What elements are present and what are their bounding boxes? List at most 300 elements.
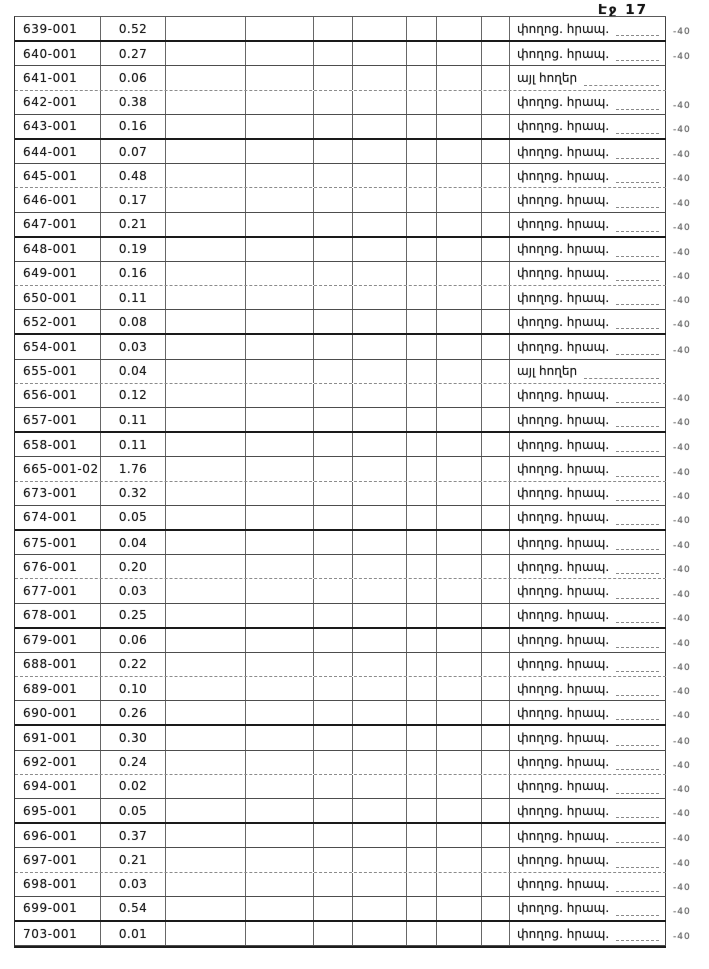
table-row — [15, 17, 691, 42]
land-use-label: փողոց. հրապ. — [517, 803, 610, 818]
empty-cell — [246, 848, 314, 871]
dotted-leader-line — [616, 524, 659, 525]
empty-cell — [482, 775, 510, 798]
empty-cell — [166, 629, 246, 652]
table-row — [15, 384, 691, 408]
parcel-code-cell: 678-001 — [15, 604, 101, 627]
empty-cell — [407, 775, 437, 798]
area-value-cell: 0.19 — [101, 238, 166, 261]
parcel-code-cell: 691-001 — [15, 726, 101, 749]
empty-cell — [437, 531, 482, 554]
area-value-cell: 0.02 — [101, 775, 166, 798]
empty-cell — [353, 140, 407, 163]
parcel-code-cell: 640-001 — [15, 42, 101, 65]
empty-cell — [482, 384, 510, 407]
table-row — [15, 408, 691, 433]
land-use-cell — [510, 384, 666, 407]
land-use-cell — [510, 482, 666, 505]
empty-cell — [482, 164, 510, 187]
empty-cell — [353, 482, 407, 505]
empty-cell — [353, 42, 407, 65]
empty-cell — [314, 17, 353, 40]
empty-cell — [246, 457, 314, 480]
empty-cell — [166, 262, 246, 285]
parcel-code-cell: 696-001 — [15, 824, 101, 847]
empty-cell — [246, 17, 314, 40]
area-value-cell: 0.03 — [101, 579, 166, 602]
empty-cell — [246, 360, 314, 383]
empty-cell — [482, 335, 510, 358]
land-use-label: փողոց. հրապ. — [517, 168, 610, 183]
empty-cell — [314, 238, 353, 261]
parcel-code-cell: 699-001 — [15, 897, 101, 920]
empty-cell — [166, 848, 246, 871]
table-row — [15, 482, 691, 506]
empty-cell — [314, 213, 353, 236]
dotted-leader-line — [616, 109, 659, 110]
empty-cell — [482, 677, 510, 700]
empty-cell — [166, 799, 246, 822]
dotted-leader-line — [616, 60, 659, 61]
land-use-label: փողոց. հրապ. — [517, 95, 610, 110]
empty-cell — [407, 579, 437, 602]
page-number: Էջ 17 — [598, 2, 649, 18]
empty-cell — [353, 579, 407, 602]
empty-cell — [353, 164, 407, 187]
empty-cell — [246, 164, 314, 187]
empty-cell — [407, 360, 437, 383]
empty-cell — [353, 433, 407, 456]
parcel-code-cell: 649-001 — [15, 262, 101, 285]
empty-cell — [314, 897, 353, 920]
margin-note: -40 — [673, 150, 691, 161]
area-value-cell: 0.48 — [101, 164, 166, 187]
empty-cell — [166, 384, 246, 407]
area-value-cell: 0.38 — [101, 91, 166, 114]
parcel-code-cell: 675-001 — [15, 531, 101, 554]
land-use-label: այլ հողեր — [517, 70, 578, 85]
land-use-cell — [510, 873, 666, 896]
margin-note: -40 — [673, 906, 691, 917]
area-value-cell: 0.05 — [101, 799, 166, 822]
land-use-cell — [510, 531, 666, 554]
parcel-code-cell: 648-001 — [15, 238, 101, 261]
empty-cell — [314, 751, 353, 774]
land-use-label: փողոց. հրապ. — [517, 705, 610, 720]
parcel-code-cell: 703-001 — [15, 922, 101, 945]
dotted-leader-line — [616, 647, 659, 648]
margin-note: -40 — [673, 443, 691, 454]
empty-cell — [314, 653, 353, 676]
empty-cell — [166, 360, 246, 383]
parcel-code-cell: 665-001-02 — [15, 457, 101, 480]
table-row — [15, 799, 691, 824]
area-value-cell: 0.11 — [101, 286, 166, 309]
empty-cell — [482, 310, 510, 333]
table-row — [15, 873, 691, 897]
land-use-label: փողոց. հրապ. — [517, 314, 610, 329]
dotted-leader-line — [616, 182, 659, 183]
empty-cell — [353, 17, 407, 40]
empty-cell — [437, 310, 482, 333]
table-row — [15, 188, 691, 212]
empty-cell — [246, 115, 314, 138]
empty-cell — [246, 66, 314, 89]
empty-cell — [437, 91, 482, 114]
dotted-leader-line — [616, 280, 659, 281]
land-use-label: փողոց. հրապ. — [517, 412, 610, 427]
margin-note: -40 — [673, 27, 691, 38]
area-value-cell: 0.11 — [101, 408, 166, 431]
area-value-cell: 0.04 — [101, 360, 166, 383]
table-row — [15, 360, 666, 384]
land-use-label: փողոց. հրապ. — [517, 290, 610, 305]
empty-cell — [437, 677, 482, 700]
empty-cell — [166, 91, 246, 114]
margin-note: -40 — [673, 394, 691, 404]
empty-cell — [314, 506, 353, 529]
empty-cell — [482, 360, 510, 383]
dotted-leader-line — [616, 695, 659, 696]
empty-cell — [407, 408, 437, 431]
empty-cell — [166, 604, 246, 627]
land-use-label: փողոց. հրապ. — [517, 852, 610, 867]
parcel-code-cell: 679-001 — [15, 629, 101, 652]
empty-cell — [437, 629, 482, 652]
land-use-label: փողոց. հրապ. — [517, 779, 610, 794]
parcel-code-cell: 690-001 — [15, 701, 101, 724]
area-value-cell: 0.16 — [101, 262, 166, 285]
margin-note: -40 — [673, 467, 691, 478]
empty-cell — [166, 897, 246, 920]
dotted-leader-line — [616, 598, 659, 599]
land-use-cell — [510, 751, 666, 774]
land-use-label: փողոց. հրապ. — [517, 461, 610, 476]
empty-cell — [353, 506, 407, 529]
table-row — [15, 433, 691, 457]
empty-cell — [482, 848, 510, 871]
table-row — [15, 555, 691, 579]
land-use-cell — [510, 164, 666, 187]
empty-cell — [407, 238, 437, 261]
empty-cell — [353, 897, 407, 920]
empty-cell — [482, 433, 510, 456]
empty-cell — [482, 408, 510, 431]
empty-cell — [437, 701, 482, 724]
parcel-code-cell: 647-001 — [15, 213, 101, 236]
empty-cell — [314, 42, 353, 65]
empty-cell — [166, 726, 246, 749]
empty-cell — [482, 629, 510, 652]
empty-cell — [482, 457, 510, 480]
empty-cell — [246, 873, 314, 896]
empty-cell — [407, 115, 437, 138]
empty-cell — [482, 115, 510, 138]
empty-cell — [166, 677, 246, 700]
empty-cell — [166, 17, 246, 40]
empty-cell — [353, 457, 407, 480]
empty-cell — [314, 701, 353, 724]
parcel-code-cell: 697-001 — [15, 848, 101, 871]
empty-cell — [482, 726, 510, 749]
table-row — [15, 701, 691, 726]
empty-cell — [437, 726, 482, 749]
area-value-cell: 0.07 — [101, 140, 166, 163]
dotted-leader-line — [616, 745, 659, 746]
land-use-label: փողոց. հրապ. — [517, 926, 610, 941]
empty-cell — [353, 262, 407, 285]
area-value-cell: 0.08 — [101, 310, 166, 333]
empty-cell — [246, 775, 314, 798]
empty-cell — [437, 922, 482, 945]
land-use-label: փողոց. հրապ. — [517, 731, 610, 746]
margin-note: -40 — [673, 491, 691, 502]
empty-cell — [314, 726, 353, 749]
dotted-leader-line — [616, 35, 659, 36]
empty-cell — [166, 506, 246, 529]
empty-cell — [314, 775, 353, 798]
empty-cell — [482, 238, 510, 261]
margin-note: -40 — [673, 882, 691, 893]
empty-cell — [407, 799, 437, 822]
area-value-cell: 0.26 — [101, 701, 166, 724]
empty-cell — [353, 115, 407, 138]
empty-cell — [166, 457, 246, 480]
land-use-cell — [510, 213, 666, 236]
empty-cell — [407, 91, 437, 114]
land-parcel-table — [14, 16, 691, 948]
empty-cell — [437, 751, 482, 774]
parcel-code-cell: 692-001 — [15, 751, 101, 774]
margin-note: -40 — [673, 272, 691, 283]
empty-cell — [353, 91, 407, 114]
empty-cell — [407, 555, 437, 578]
parcel-code-cell: 644-001 — [15, 140, 101, 163]
empty-cell — [246, 506, 314, 529]
empty-cell — [353, 360, 407, 383]
empty-cell — [437, 17, 482, 40]
margin-note: -40 — [673, 932, 691, 943]
parcel-code-cell: 641-001 — [15, 66, 101, 89]
area-value-cell: 0.06 — [101, 629, 166, 652]
empty-cell — [246, 188, 314, 211]
empty-cell — [314, 360, 353, 383]
land-use-cell — [510, 824, 666, 847]
empty-cell — [407, 726, 437, 749]
land-use-cell — [510, 897, 666, 920]
empty-cell — [246, 751, 314, 774]
table-row — [15, 42, 691, 66]
margin-note: -40 — [673, 541, 691, 552]
empty-cell — [314, 873, 353, 896]
dotted-leader-line — [616, 622, 659, 623]
empty-cell — [314, 457, 353, 480]
empty-cell — [353, 66, 407, 89]
empty-cell — [314, 677, 353, 700]
empty-cell — [246, 310, 314, 333]
land-use-label: փողոց. հրապ. — [517, 217, 610, 232]
empty-cell — [482, 262, 510, 285]
empty-cell — [437, 286, 482, 309]
margin-note: -40 — [673, 515, 691, 526]
empty-cell — [166, 433, 246, 456]
empty-cell — [246, 384, 314, 407]
empty-cell — [314, 140, 353, 163]
empty-cell — [437, 140, 482, 163]
empty-cell — [314, 799, 353, 822]
empty-cell — [407, 629, 437, 652]
empty-cell — [353, 188, 407, 211]
area-value-cell: 0.01 — [101, 922, 166, 945]
margin-note: -40 — [673, 198, 691, 209]
empty-cell — [314, 164, 353, 187]
empty-cell — [166, 751, 246, 774]
land-use-cell — [510, 457, 666, 480]
land-use-cell — [510, 335, 666, 358]
empty-cell — [407, 848, 437, 871]
empty-cell — [246, 91, 314, 114]
empty-cell — [166, 310, 246, 333]
dotted-leader-line — [616, 719, 659, 720]
empty-cell — [246, 408, 314, 431]
area-value-cell: 0.03 — [101, 335, 166, 358]
parcel-code-cell: 658-001 — [15, 433, 101, 456]
land-use-cell — [510, 408, 666, 431]
empty-cell — [407, 140, 437, 163]
land-use-label: փողոց. հրապ. — [517, 46, 610, 61]
land-use-cell — [510, 604, 666, 627]
empty-cell — [353, 751, 407, 774]
land-use-label: փողոց. հրապ. — [517, 657, 610, 672]
margin-note: -40 — [673, 736, 691, 747]
margin-note: -40 — [673, 174, 691, 185]
empty-cell — [482, 701, 510, 724]
area-value-cell: 1.76 — [101, 457, 166, 480]
empty-cell — [482, 604, 510, 627]
land-use-cell — [510, 629, 666, 652]
empty-cell — [314, 188, 353, 211]
parcel-code-cell: 639-001 — [15, 17, 101, 40]
empty-cell — [437, 238, 482, 261]
empty-cell — [314, 604, 353, 627]
table-row — [15, 629, 691, 653]
table-row — [15, 66, 666, 90]
empty-cell — [353, 555, 407, 578]
empty-cell — [407, 506, 437, 529]
margin-note: -40 — [673, 809, 691, 820]
empty-cell — [407, 701, 437, 724]
area-value-cell: 0.54 — [101, 897, 166, 920]
area-value-cell: 0.12 — [101, 384, 166, 407]
empty-cell — [314, 629, 353, 652]
table-row — [15, 335, 691, 359]
empty-cell — [353, 922, 407, 945]
empty-cell — [437, 335, 482, 358]
empty-cell — [246, 701, 314, 724]
table-row — [15, 751, 691, 775]
land-use-label: փողոց. հրապ. — [517, 486, 610, 501]
land-use-cell — [510, 701, 666, 724]
land-use-cell — [510, 555, 666, 578]
empty-cell — [437, 897, 482, 920]
land-use-label: այլ հողեր — [517, 364, 578, 379]
table-row — [15, 726, 691, 750]
parcel-code-cell: 652-001 — [15, 310, 101, 333]
empty-cell — [437, 579, 482, 602]
dotted-leader-line — [616, 500, 659, 501]
land-use-cell — [510, 286, 666, 309]
empty-cell — [482, 579, 510, 602]
empty-cell — [437, 360, 482, 383]
margin-note: -40 — [673, 589, 691, 600]
empty-cell — [407, 873, 437, 896]
empty-cell — [353, 286, 407, 309]
empty-cell — [407, 751, 437, 774]
empty-cell — [166, 555, 246, 578]
empty-cell — [314, 408, 353, 431]
empty-cell — [437, 824, 482, 847]
table-row — [15, 115, 691, 140]
table-row — [15, 922, 691, 946]
table-row — [15, 653, 691, 677]
land-use-cell — [510, 579, 666, 602]
empty-cell — [246, 335, 314, 358]
land-use-cell — [510, 188, 666, 211]
empty-cell — [166, 188, 246, 211]
table-row — [15, 848, 691, 872]
margin-note: -40 — [673, 100, 691, 111]
empty-cell — [407, 482, 437, 505]
empty-cell — [437, 457, 482, 480]
dotted-leader-line — [616, 842, 659, 843]
empty-cell — [437, 262, 482, 285]
land-use-cell — [510, 433, 666, 456]
empty-cell — [482, 286, 510, 309]
table-row — [15, 677, 691, 701]
land-use-cell — [510, 140, 666, 163]
empty-cell — [353, 629, 407, 652]
parcel-code-cell: 677-001 — [15, 579, 101, 602]
empty-cell — [437, 506, 482, 529]
empty-cell — [166, 579, 246, 602]
table-row — [15, 238, 691, 262]
area-value-cell: 0.27 — [101, 42, 166, 65]
empty-cell — [166, 482, 246, 505]
land-use-label: փողոց. հրապ. — [517, 633, 610, 648]
land-use-label: փողոց. հրապ. — [517, 266, 610, 281]
dotted-leader-line — [616, 573, 659, 574]
empty-cell — [482, 213, 510, 236]
land-use-cell — [510, 922, 666, 945]
margin-note: -40 — [673, 565, 691, 576]
empty-cell — [407, 677, 437, 700]
table-row — [15, 531, 691, 555]
empty-cell — [407, 897, 437, 920]
empty-cell — [166, 213, 246, 236]
empty-cell — [437, 433, 482, 456]
parcel-code-cell: 688-001 — [15, 653, 101, 676]
empty-cell — [246, 531, 314, 554]
empty-cell — [246, 653, 314, 676]
table-row — [15, 604, 691, 629]
empty-cell — [437, 653, 482, 676]
land-use-label: փողոց. հրապ. — [517, 828, 610, 843]
margin-note: -40 — [673, 711, 691, 722]
land-use-cell — [510, 360, 666, 383]
empty-cell — [437, 164, 482, 187]
empty-cell — [246, 897, 314, 920]
empty-cell — [437, 408, 482, 431]
